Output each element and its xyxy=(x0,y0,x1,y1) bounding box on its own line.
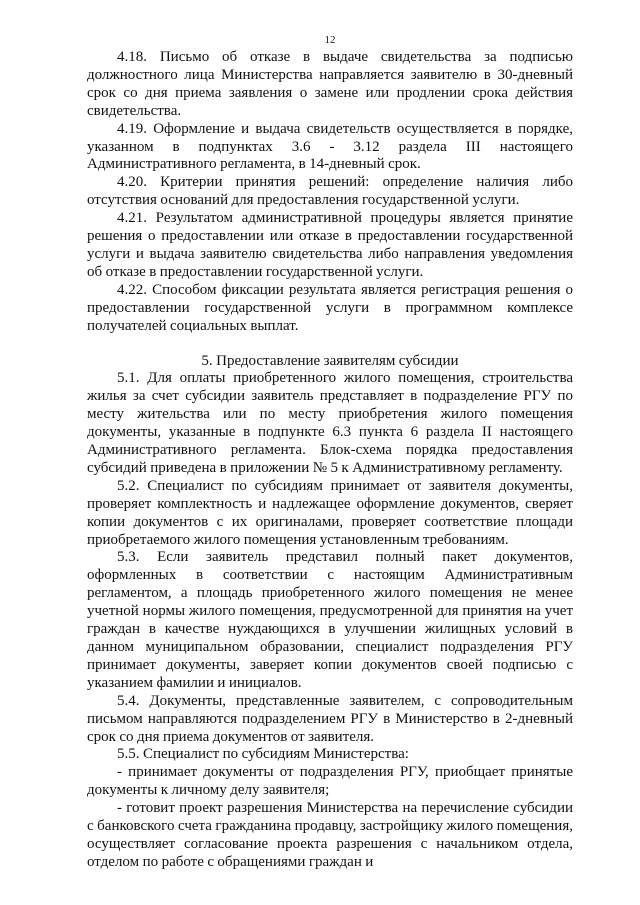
paragraph-5-3: 5.3. Если заявитель представил полный пакет документов, оформленных в соответствии с настоящим Административным регламентом, а площадь приобретенного жилого помещения не менее учетной нормы жилого помещения, предусмотренной для принятия на учет граждан в качестве нуждающихся в улучшении жилищных условий в данном муниципальном образовании, специалист подразделения РГУ принимает документы, заверяет копии документов своей подписью с указанием фамилии и инициалов. xyxy=(87,549,573,691)
paragraph-4-20: 4.20. Критерии принятия решений: определение наличия либо отсутствия оснований для предоставления государственной услуги. xyxy=(87,174,573,209)
paragraph-4-21: 4.21. Результатом административной процедуры является принятие решения о предоставлении или отказе в предоставлении государственной услуги и выдача заявителю свидетельства либо направления уведомления об отказе в предоставлении государственной услуги. xyxy=(87,210,573,280)
paragraph-5-1: 5.1. Для оплаты приобретенного жилого помещения, строительства жилья за счет субсидии заявитель представляет в подразделение РГУ по месту жительства или по месту приобретения жилого помещения документы, указанные в подпункте 6.3 пункта 6 раздела II настоящего Административного регламента. Блок-схема порядка предоставления субсидий приведена в приложении № 5 к Административному регламенту. xyxy=(87,370,573,476)
paragraph-4-19: 4.19. Оформление и выдача свидетельств осуществляется в порядке, указанном в подпунктах 3.6 - 3.12 раздела III настоящего Административного регламента, в 14-дневный срок. xyxy=(87,120,573,173)
list-item: - готовит проект разрешения Министерства на перечисление субсидии с банковского счета гражданина продавцу, застройщику жилого помещения, осуществляет согласование проекта разрешения с начальником отдела, отделом по работе с обращениями граждан и xyxy=(87,800,573,870)
section-heading: 5. Предоставление заявителям субсидии xyxy=(201,352,459,369)
paragraph-5-4: 5.4. Документы, представленные заявителем, с сопроводительным письмом направляются подразделением РГУ в Министерство в 2-дневный срок со дня приема документов от заявителя. xyxy=(87,692,573,745)
paragraph-4-18: 4.18. Письмо об отказе в выдаче свидетельства за подписью должностного лица Министерства направляется заявителю в 30-дневный срок со дня приема заявления о замене или продлении срока действия свидетельства. xyxy=(87,49,573,119)
list-item: - принимает документы от подразделения РГУ, приобщает принятые документы к личному делу заявителя; xyxy=(87,764,573,799)
paragraph-4-22: 4.22. Способом фиксации результата является регистрация решения о предоставлении государственной услуги в программном комплексе получателей социальных выплат. xyxy=(87,281,573,334)
paragraph-5-2: 5.2. Специалист по субсидиям принимает от заявителя документы, проверяет комплектность и надлежащее оформление документов, сверяет копии документов с их оригиналами, проверяет соответствие площади приобретаемого жилого помещения установленным требованиям. xyxy=(87,477,573,548)
paragraph-5-5: 5.5. Специалист по субсидиям Министерства: xyxy=(117,746,409,763)
page-number: 12 xyxy=(324,34,336,46)
document-page xyxy=(87,34,573,872)
